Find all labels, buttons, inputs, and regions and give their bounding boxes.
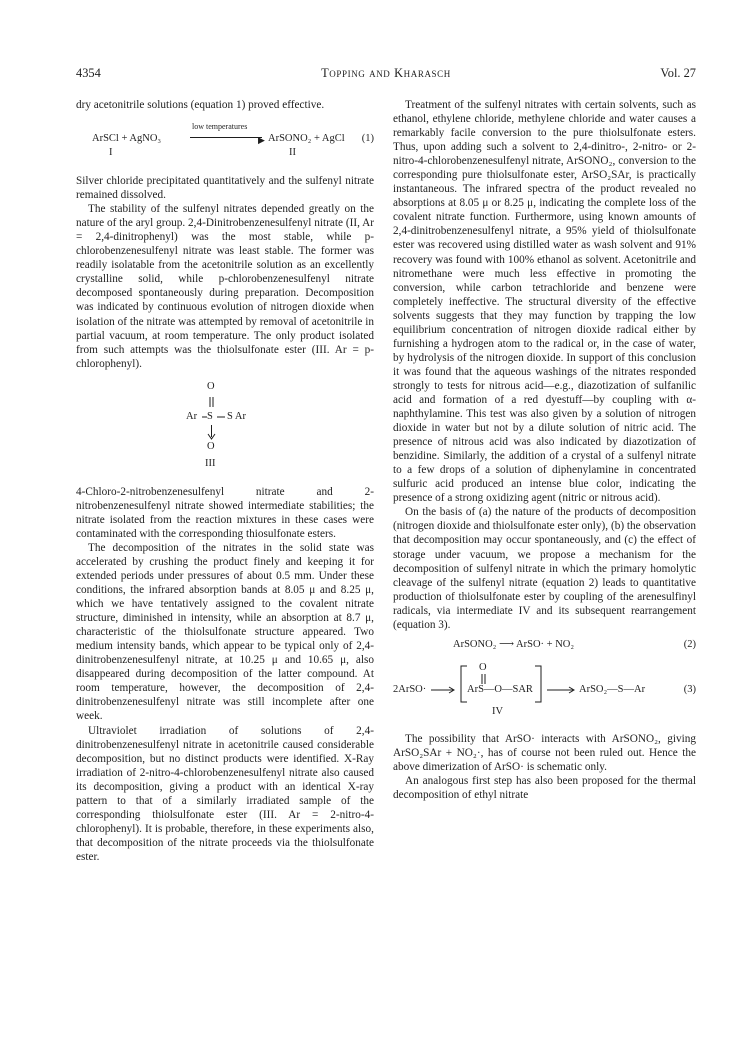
struct-o-bottom: O — [207, 440, 215, 452]
paragraph: An analogous first step has also been proposed for the thermal decomposition of ethyl nitrate — [393, 774, 696, 801]
eq3-bracket-right — [535, 666, 541, 702]
paragraph: Silver chloride precipitated quantitatively and the sulfenyl nitrate remained dissolved. — [76, 175, 374, 202]
page-number: 4354 — [76, 66, 101, 80]
paragraph: The possibility that ArSO· interacts with ArSONO₂, giving ArSO₂SAr + NO₂·, has of course not been ruled out. Hence the above dimerization of ArSO· is schematic only. — [393, 732, 696, 773]
equation-1 — [76, 118, 374, 168]
eq3-product: ArSO₂—S—Ar — [579, 683, 646, 695]
eq1-reactants: ArSCl + AgNO₃ — [92, 133, 162, 145]
left-column — [76, 98, 374, 864]
eq2-text: ArSONO₂ ⟶ ArSO· + NO₂ — [453, 638, 575, 650]
paragraph: The decomposition of the nitrates in the solid state was accelerated by crushing the product finely and keeping it for extended periods under pressures of about 0.5 mm. Under these conditions, the infrared absorption bands at 8.05 μ and 8.25 μ, which we have tentatively assigned to the covalent nitrate structure, diminished in intensity, while an absorption at 8.7 μ, characteristic of the thiolsulfonate structure appeared. Two medium intensity bands, which appear to be typical only of 2,4-dinitrobenzenesulfenyl nitrate, at 10.25 μ and 10.65 μ, also disappeared during decomposition of the latter compound. At room temperature, however, the decomposition of 2,4-dinitrobenzenesulfenyl nitrate was still incomplete after one week. — [76, 541, 374, 723]
eq1-number: (1) — [361, 133, 374, 145]
running-header — [76, 66, 696, 84]
struct-s-center: S — [207, 410, 213, 422]
eq3-label: IV — [492, 705, 504, 717]
struct-o-top: O — [207, 380, 215, 392]
eq1-label-i: I — [109, 147, 113, 159]
eq2-number: (2) — [683, 638, 696, 650]
running-title: Topping and Kharasch — [321, 66, 451, 80]
eq1-arrow-label: low temperatures — [192, 122, 248, 132]
structure-iii — [76, 375, 374, 475]
volume-label: Vol. 27 — [660, 66, 696, 80]
eq1-arrowhead: ▶ — [258, 135, 265, 146]
right-column — [393, 98, 696, 802]
equation-3 — [393, 658, 696, 726]
struct-label: III — [205, 457, 216, 469]
equation-3-drawing — [393, 658, 696, 726]
paragraph: Ultraviolet irradiation of solutions of 2,4-dinitrobenzenesulfenyl nitrate in acetonitrile caused considerable decomposition, but no distinct products were identified. X-Ray irradiation of 2-nitro-4-chlorobenzenesulfenyl nitrate also caused its decomposition, giving a product with an identical X-ray pattern to that of a similarly irradiated sample of the corresponding thiolsulfonate ester (III. Ar = 2-nitro-4-chlorophenyl). It is probable, therefore, in these experiments also, that decomposition of the nitrate proceeds via the thiolsulfonate ester. — [76, 724, 374, 863]
eq1-arrow — [190, 137, 262, 138]
paragraph: Treatment of the sulfenyl nitrates with certain solvents, such as ethanol, ethylene chloride, methylene chloride and water causes a remarkably facile conversion to the pure thiolsulfonate esters. Thus, upon adding such a solvent to 2,4-dinitro-, 2-nitro- or 2-nitro-4-chlorobenzenesulfenyl nitrate, ArSONO₂, conversion to the corresponding pure thiolsulfonate ester, ArSO₂SAr, is practically instantaneous. The infrared spectra of the product revealed no absorptions at 8.05 μ or 8.25 μ, indicating the complete loss of the covalent nitrate function. Furthermore, using known amounts of 2,4-dinitrobenzenesulfenyl nitrate, a 95% yield of thiolsulfonate ester was recovered using distilled water as wash solvent and 91% recovery was found with 100% ethanol as solvent. Acetonitrile and nitromethane were much less effective in promoting the conversion, while carbon tetrachloride and benzene were completely ineffective. The structural diversity of the effective solvents suggests that they may function by trapping the low equilibrium concentration of nitrogen dioxide radical either by furnishing a hydrogen atom to the radical or, in the case of water, by hydrolysis of the nitrogen dioxide. In support of this conclusion it was found that the aqueous washings of the nitrates responded strongly to tests for nitrous acid—e.g., diazotization of sulfanilic acid and formation of a red dyestuff—by coupling with α-naphthylamine. This test was also given by a solution of nitrogen dioxide in water but not by a dilute solution of nitric acid. The presence of nitrous acid was also indicated by diazotization of benzidine. Similarly, the addition of a crystal of a sulfenyl nitrate to a few drops of a solution of diphenylamine in concentrated sulfuric acid produced an intense blue color, indicating the presence of a strong oxidizing agent (nitric or nitrous acid). — [393, 99, 696, 505]
eq3-number: (3) — [683, 683, 696, 695]
paragraph: The stability of the sulfenyl nitrates depended greatly on the nature of the aryl group. 2,4-Dinitrobenzenesulfenyl nitrate (II, Ar = 2,4-dinitrophenyl) was the most stable, while p-chlorobenzenesulfenyl nitrate was least stable. The former was readily isolatable from the acetonitrile solution as an excellently crystalline solid, while p-chlorobenzenesulfenyl nitrate decomposed spontaneously during preparation. Decomposition was indicated by continuous evolution of nitrogen dioxide when isolation of the nitrate was attempted by removal of acetonitrile in partial vacuum, at room temperature. The only product isolated from such attempts was the thiolsulfonate ester (III. Ar = p-chlorophenyl). — [76, 203, 374, 370]
structure-bonds — [76, 375, 374, 475]
eq1-products: ArSONO₂ + AgCl — [268, 133, 345, 145]
eq3-o-top: O — [479, 661, 487, 673]
equation-2 — [393, 636, 696, 654]
paragraph: dry acetonitrile solutions (equation 1) proved effective. — [76, 99, 325, 111]
struct-ar: Ar — [186, 410, 198, 422]
eq3-lhs: 2ArSO· — [393, 683, 427, 695]
struct-s-ar: S Ar — [227, 410, 246, 422]
paragraph: On the basis of (a) the nature of the products of decomposition (nitrogen dioxide and thiolsulfonate ester only), (b) the observation that decomposition may occur spontaneously, and (c) the effect of storage under vacuum, we propose a mechanism for the decomposition of sulfenyl nitrate in which the primary homolytic cleavage of the sulfenyl nitrate (equation 2) leads to quantitative production of thiolsulfonate ester by coupling of the arenesulfinyl radicals, via intermediate IV and its subsequent rearrangement (equation 3). — [393, 506, 696, 631]
paragraph: 4-Chloro-2-nitrobenzenesulfenyl nitrate and 2-nitrobenzenesulfenyl nitrate showed intermediate stabilities; the nitrate isolated from the reaction mixtures in these cases were contaminated with the corresponding thiosulfonate esters. — [76, 485, 374, 540]
eq1-label-ii: II — [289, 147, 296, 159]
eq3-inner: ArS—O—SAR — [467, 683, 533, 695]
